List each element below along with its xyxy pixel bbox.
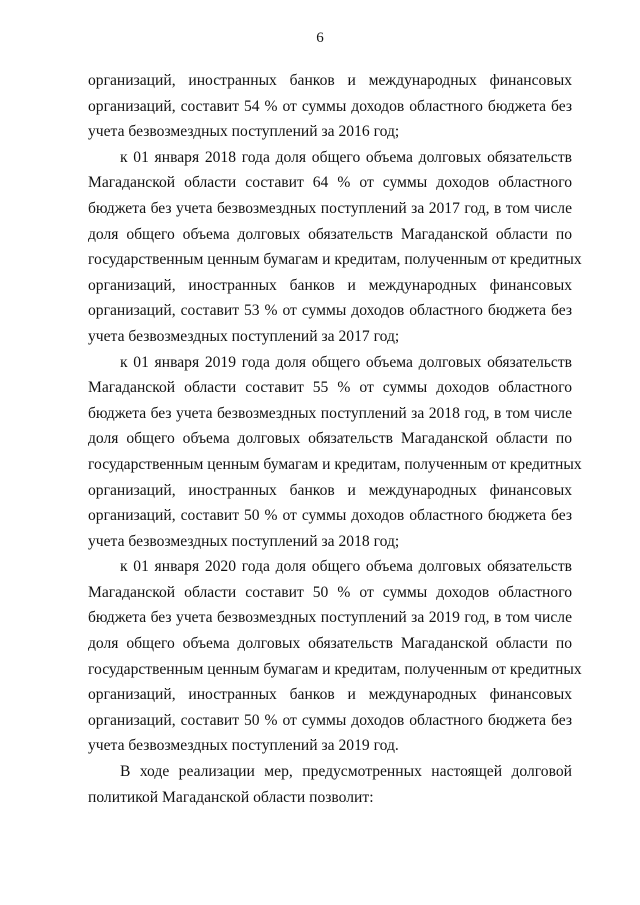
text-line: к 01 января 2019 года доля общего объема долговых обязательств	[120, 353, 572, 371]
text-line: государственным ценным бумагам и кредитам, полученным от кредитных	[88, 455, 582, 473]
text-line: бюджета без учета безвозмездных поступлений за 2019 год, в том числе	[88, 609, 572, 627]
paragraph-2019	[88, 350, 582, 555]
text-line: доля общего объема долговых обязательств Магаданской области по	[88, 430, 572, 448]
text-line: учета безвозмездных поступлений за 2016 год;	[88, 123, 400, 141]
text-line: государственным ценным бумагам и кредитам, полученным от кредитных	[88, 660, 582, 678]
paragraph-continuation-2016	[88, 68, 572, 145]
text-line: Магаданской области составит 55 % от суммы доходов областного	[88, 379, 572, 397]
text-line: доля общего объема долговых обязательств Магаданской области по	[88, 225, 572, 243]
text-line: организаций, составит 50 % от суммы доходов областного бюджета без	[88, 711, 572, 729]
text-line: бюджета без учета безвозмездных поступлений за 2018 год, в том числе	[88, 404, 572, 422]
text-line: организаций, иностранных банков и международных финансовых	[88, 72, 572, 89]
page-number: 6	[316, 30, 324, 46]
text-line: учета безвозмездных поступлений за 2018 год;	[88, 532, 400, 550]
paragraph-2020	[88, 554, 582, 759]
paragraph-conclusion	[88, 759, 572, 810]
text-line: политикой Магаданской области позволит:	[88, 788, 374, 806]
text-line: бюджета без учета безвозмездных поступлений за 2017 год, в том числе	[88, 199, 572, 217]
text-line: Магаданской области составит 64 % от суммы доходов областного	[88, 174, 572, 192]
text-line: организаций, составит 53 % от суммы доходов областного бюджета без	[88, 302, 572, 320]
text-line: к 01 января 2018 года доля общего объема долговых обязательств	[120, 148, 572, 166]
text-line: учета безвозмездных поступлений за 2017 год;	[88, 327, 400, 345]
text-line: организаций, составит 50 % от суммы доходов областного бюджета без	[88, 507, 572, 525]
text-line: В ходе реализации мер, предусмотренных настоящей долговой	[120, 763, 572, 781]
text-line: организаций, иностранных банков и международных финансовых	[88, 686, 572, 704]
text-line: организаций, иностранных банков и международных финансовых	[88, 481, 572, 499]
document-body	[88, 68, 582, 810]
text-line: организаций, составит 54 % от суммы доходов областного бюджета без	[88, 97, 572, 115]
paragraph-2018	[88, 145, 582, 350]
text-line: Магаданской области составит 50 % от суммы доходов областного	[88, 583, 572, 601]
text-line: к 01 января 2020 года доля общего объема долговых обязательств	[120, 558, 572, 576]
text-line: доля общего объема долговых обязательств Магаданской области по	[88, 635, 572, 653]
text-line: государственным ценным бумагам и кредитам, полученным от кредитных	[88, 251, 582, 269]
text-line: учета безвозмездных поступлений за 2019 год.	[88, 737, 399, 755]
text-line: организаций, иностранных банков и международных финансовых	[88, 276, 572, 294]
